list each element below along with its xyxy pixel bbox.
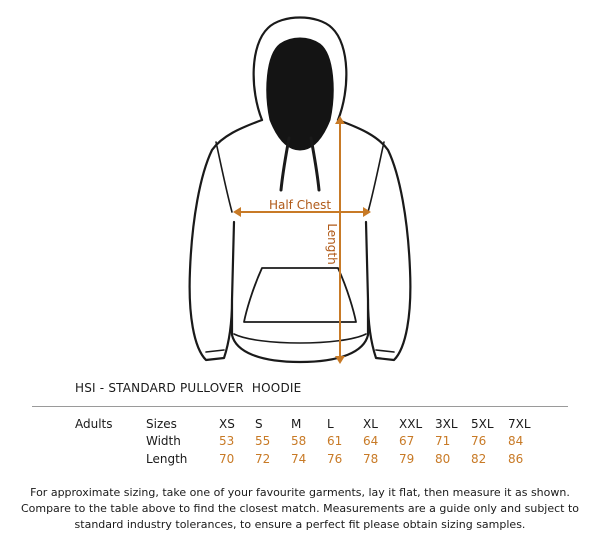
size-header: XL <box>363 417 378 431</box>
note-line: standard industry tolerances, to ensure a perfect fit please obtain sizing samples. <box>74 518 526 531</box>
table-divider <box>32 406 568 407</box>
length-label: Length <box>325 223 339 265</box>
length-value: 70 <box>219 452 235 466</box>
length-value: 78 <box>363 452 379 466</box>
group-label: Adults <box>75 417 113 431</box>
half-chest-label: Half Chest <box>268 198 332 212</box>
sizing-note <box>20 485 580 533</box>
length-value: 86 <box>508 452 524 466</box>
size-header: S <box>255 417 263 431</box>
hood-opening <box>267 38 333 150</box>
length-value: 79 <box>399 452 415 466</box>
sizes-label: Sizes <box>146 417 177 431</box>
length-value: 72 <box>255 452 271 466</box>
width-value: 61 <box>327 434 343 448</box>
length-value: 74 <box>291 452 307 466</box>
note-line: For approximate sizing, take one of your favourite garments, lay it flat, then measure it as shown. <box>30 486 570 499</box>
size-header: XXL <box>399 417 423 431</box>
size-header: M <box>291 417 302 431</box>
width-label: Width <box>146 434 181 448</box>
width-value: 76 <box>471 434 487 448</box>
size-header: 7XL <box>508 417 531 431</box>
length-row-label: Length <box>146 452 188 466</box>
width-value: 58 <box>291 434 307 448</box>
size-header: 3XL <box>435 417 458 431</box>
note-line: Compare to the table above to find the closest match. Measurements are a guide only and subject to <box>20 502 580 515</box>
length-value: 80 <box>435 452 451 466</box>
width-value: 71 <box>435 434 451 448</box>
width-value: 55 <box>255 434 271 448</box>
product-title: HSI - STANDARD PULLOVER HOODIE <box>75 381 302 395</box>
size-header: L <box>327 417 334 431</box>
length-value: 82 <box>471 452 487 466</box>
width-value: 67 <box>399 434 415 448</box>
width-value: 84 <box>508 434 524 448</box>
size-header: 5XL <box>471 417 494 431</box>
length-value: 76 <box>327 452 343 466</box>
width-value: 53 <box>219 434 235 448</box>
size-header: XS <box>219 417 235 431</box>
width-value: 64 <box>363 434 379 448</box>
